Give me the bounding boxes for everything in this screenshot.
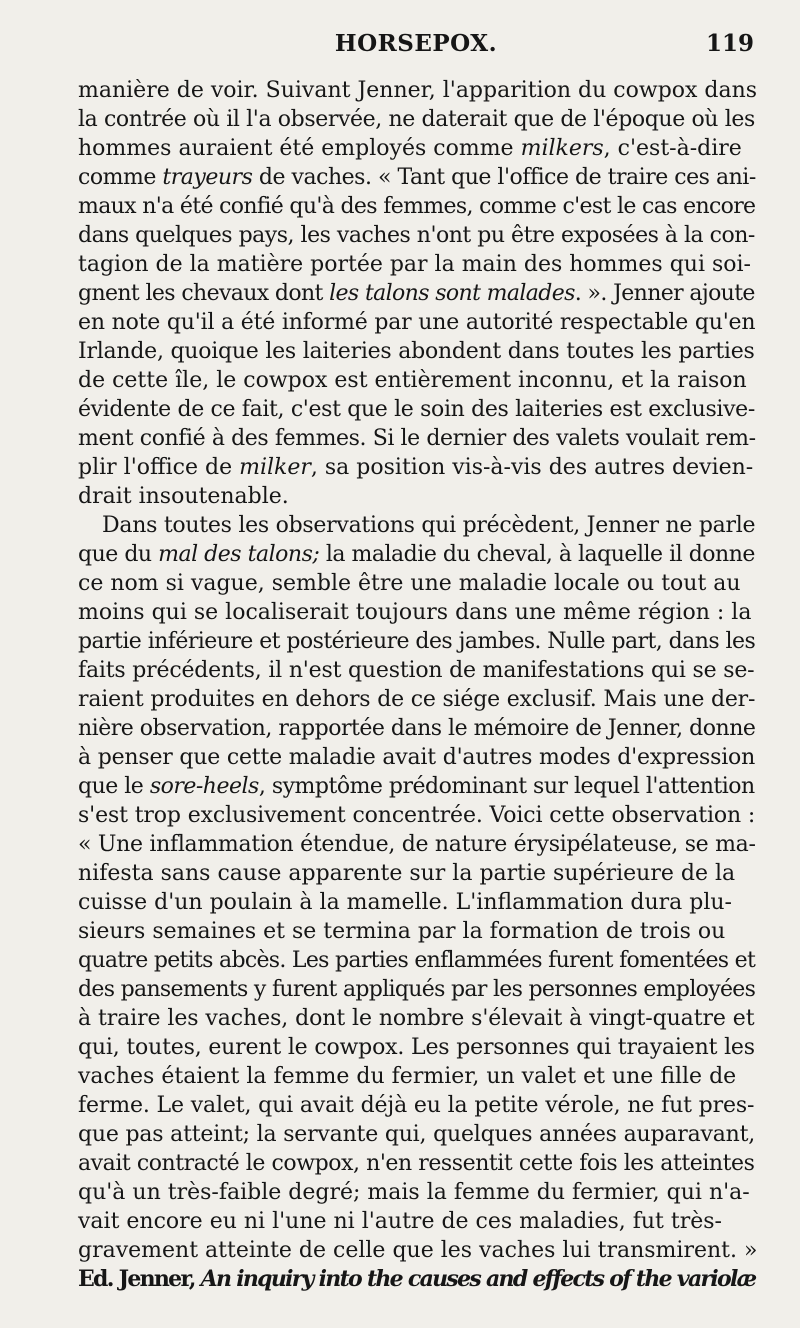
text-segment: à traire les vaches, dont le nombre s'élevait à vingt-quatre et: [78, 1006, 755, 1031]
text-line: [78, 1062, 758, 1091]
body-text: [78, 76, 758, 1294]
text-segment: nifesta sans cause apparente sur la partie supérieure de la: [78, 861, 736, 886]
text-segment: qui, toutes, eurent le cowpox. Les personnes qui trayaient les: [78, 1035, 755, 1060]
text-segment: avait contracté le cowpox, n'en ressentit cette fois les atteintes: [78, 1151, 755, 1176]
text-segment: de vaches. « Tant que l'office de traire ces ani-: [252, 165, 756, 190]
text-line: [78, 511, 758, 540]
text-line: [78, 685, 758, 714]
text-segment: s'est trop exclusivement concentrée. Voici cette observation :: [78, 803, 756, 828]
text-segment: comme: [78, 165, 163, 190]
text-line: [78, 1120, 758, 1149]
text-line: [78, 1236, 758, 1265]
text-line: [78, 772, 758, 801]
text-segment: sore-heels: [149, 774, 259, 799]
text-segment: , sa position vis-à-vis des autres devien-: [310, 455, 754, 480]
text-segment: des pansements y furent appliqués par les personnes employées: [78, 977, 756, 1002]
text-segment: cuisse d'un poulain à la mamelle. L'inflammation dura plu-: [78, 890, 732, 915]
text-line: [78, 569, 758, 598]
text-line: [78, 1091, 758, 1120]
text-segment: sieurs semaines et se termina par la formation de trois ou: [78, 919, 726, 944]
text-line: [78, 366, 758, 395]
text-segment: milkers: [520, 136, 604, 161]
text-line: [78, 424, 758, 453]
text-line: [78, 1207, 758, 1236]
text-line: [78, 917, 758, 946]
text-segment: partie inférieure et postérieure des jambes. Nulle part, dans les: [78, 629, 756, 654]
text-line: [78, 627, 758, 656]
text-segment: évidente de ce fait, c'est que le soin des laiteries est exclusive-: [78, 397, 755, 422]
text-line: [78, 134, 758, 163]
text-line: [78, 1149, 758, 1178]
text-segment: tagion de la matière portée par la main des hommes qui soi-: [78, 252, 751, 277]
text-line: [78, 656, 758, 685]
text-segment: An inquiry into the causes and effects of the variolæ: [200, 1266, 756, 1292]
text-segment: hommes auraient été employés comme: [78, 136, 521, 161]
text-line: [78, 76, 758, 105]
text-segment: dans quelques pays, les vaches n'ont pu être exposées à la con-: [78, 223, 755, 248]
running-title: HORSEPOX.: [334, 30, 498, 57]
text-line: [78, 1004, 758, 1033]
text-line: [78, 859, 758, 888]
text-segment: de cette île, le cowpox est entièrement inconnu, et la raison: [78, 368, 747, 393]
text-segment: à penser que cette maladie avait d'autres modes d'expression: [78, 745, 756, 770]
text-line: [78, 975, 758, 1004]
text-line: [78, 221, 758, 250]
text-line: [78, 337, 758, 366]
text-segment: quatre petits abcès. Les parties enflammées furent fomentées et: [78, 948, 756, 973]
text-segment: « Une inflammation étendue, de nature érysipélateuse, se ma-: [78, 832, 756, 857]
running-header: [78, 30, 754, 64]
text-line: [78, 482, 758, 511]
text-line: [78, 714, 758, 743]
text-segment: raient produites en dehors de ce siége exclusif. Mais une der-: [78, 687, 756, 712]
text-segment: que pas atteint; la servante qui, quelques années auparavant,: [78, 1122, 756, 1147]
text-segment: trayeurs: [162, 165, 253, 190]
text-line: [78, 279, 758, 308]
text-segment: nière observation, rapportée dans le mémoire de Jenner, donne: [78, 716, 756, 741]
text-line: [78, 395, 758, 424]
text-segment: faits précédents, il n'est question de manifestations qui se se-: [78, 658, 755, 683]
text-segment: que le: [78, 774, 150, 799]
text-line: [78, 743, 758, 772]
text-segment: Ed. Jenner,: [78, 1266, 201, 1292]
text-segment: gravement atteinte de celle que les vaches lui transmirent. »: [78, 1238, 758, 1263]
text-segment: en note qu'il a été informé par une autorité respectable qu'en: [78, 310, 756, 335]
text-segment: les talons sont malades: [329, 281, 575, 306]
text-segment: la contrée où il l'a observée, ne daterait que de l'époque où les: [78, 107, 755, 132]
text-segment: vaches étaient la femme du fermier, un valet et une fille de: [78, 1064, 737, 1089]
text-line: [78, 801, 758, 830]
text-line: [78, 192, 758, 221]
text-segment: . ». Jenner ajoute: [574, 281, 755, 306]
text-segment: drait insoutenable.: [78, 484, 289, 509]
text-segment: que du: [78, 542, 159, 567]
text-segment: la maladie du cheval, à laquelle il donne: [319, 542, 755, 567]
text-line: [78, 250, 758, 279]
text-line: [78, 1178, 758, 1207]
text-line: [78, 1033, 758, 1062]
text-line: [78, 163, 758, 192]
text-segment: vait encore eu ni l'une ni l'autre de ces maladies, fut très-: [78, 1209, 722, 1234]
text-segment: gnent les chevaux dont: [78, 281, 330, 306]
text-segment: manière de voir. Suivant Jenner, l'apparition du cowpox dans: [78, 78, 758, 103]
text-segment: milker: [239, 455, 311, 480]
text-line: [78, 946, 758, 975]
text-segment: ferme. Le valet, qui avait déjà eu la petite vérole, ne fut pres-: [78, 1093, 755, 1118]
page-number: 119: [705, 30, 754, 57]
text-line: [78, 598, 758, 627]
text-segment: , symptôme prédominant sur lequel l'attention: [258, 774, 755, 799]
text-segment: Dans toutes les observations qui précèdent, Jenner ne parle: [102, 513, 756, 538]
text-segment: , c'est-à-dire: [603, 136, 742, 161]
text-line: [78, 1265, 758, 1294]
text-segment: plir l'office de: [78, 455, 240, 480]
text-line: [78, 105, 758, 134]
text-segment: qu'à un très-faible degré; mais la femme du fermier, qui n'a-: [78, 1180, 750, 1205]
text-line: [78, 453, 758, 482]
text-segment: moins qui se localiserait toujours dans une même région : la: [78, 600, 752, 625]
text-line: [78, 308, 758, 337]
text-line: [78, 830, 758, 859]
text-line: [78, 540, 758, 569]
text-line: [78, 888, 758, 917]
text-segment: maux n'a été confié qu'à des femmes, comme c'est le cas encore: [78, 194, 756, 219]
text-segment: ment confié à des femmes. Si le dernier des valets voulait rem-: [78, 426, 756, 451]
text-segment: Irlande, quoique les laiteries abondent dans toutes les parties: [78, 339, 755, 364]
text-segment: mal des talons;: [158, 542, 320, 567]
text-segment: ce nom si vague, semble être une maladie locale ou tout au: [78, 571, 741, 596]
